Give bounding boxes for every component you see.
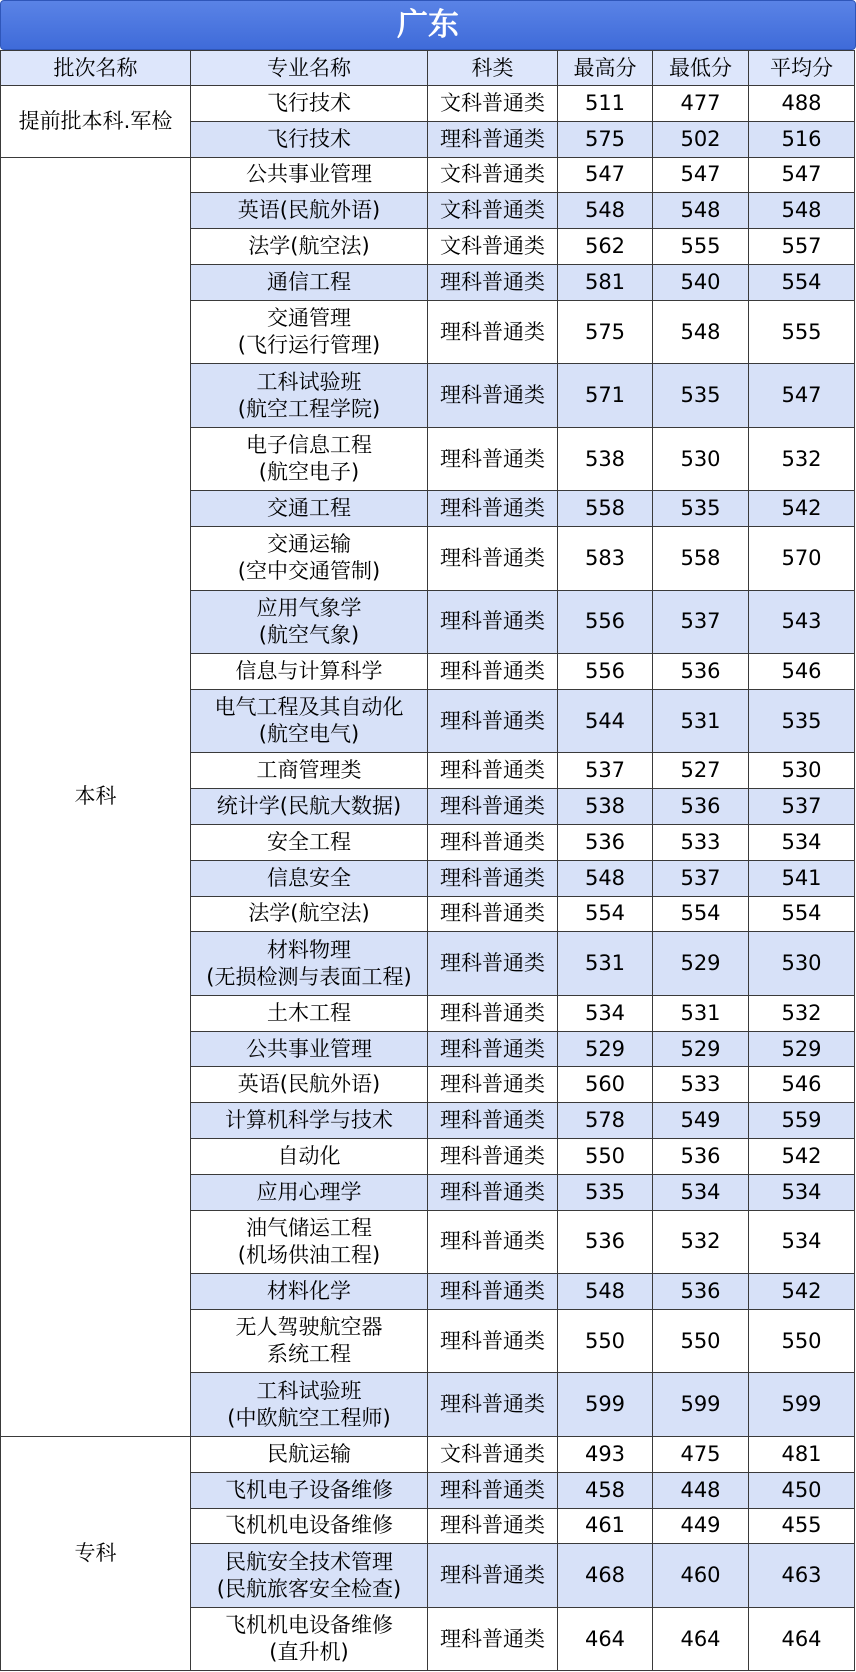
category-cell: 文科普通类 xyxy=(428,157,558,193)
category-cell: 理科普通类 xyxy=(428,590,558,654)
min-score-cell: 527 xyxy=(653,753,749,789)
major-cell xyxy=(191,364,428,428)
max-score-cell: 575 xyxy=(558,121,653,157)
major-name-line: 应用心理学 xyxy=(256,1179,362,1204)
score-table xyxy=(0,50,855,1671)
category-cell: 理科普通类 xyxy=(428,654,558,690)
major-name-line: 电子信息工程 xyxy=(246,433,372,458)
avg-score-cell: 481 xyxy=(749,1436,855,1472)
category-cell: 理科普通类 xyxy=(428,1508,558,1544)
header-avg-score: 平均分 xyxy=(749,51,855,86)
min-score-cell: 533 xyxy=(653,824,749,860)
avg-score-cell: 530 xyxy=(749,932,855,996)
major-name-line: 材料化学 xyxy=(267,1279,351,1304)
major-cell xyxy=(191,995,428,1031)
major-name-line: 民航安全技术管理 xyxy=(225,1549,393,1574)
min-score-cell: 502 xyxy=(653,121,749,157)
major-cell xyxy=(191,1139,428,1175)
major-cell xyxy=(191,1607,428,1671)
min-score-cell: 448 xyxy=(653,1472,749,1508)
avg-score-cell: 534 xyxy=(749,1174,855,1210)
major-cell xyxy=(191,527,428,591)
category-cell: 理科普通类 xyxy=(428,364,558,428)
header-max-score: 最高分 xyxy=(558,51,653,86)
major-name-line: 飞机电子设备维修 xyxy=(225,1477,393,1502)
min-score-cell: 529 xyxy=(653,1031,749,1067)
major-name-line: 公共事业管理 xyxy=(246,162,372,187)
avg-score-cell: 570 xyxy=(749,527,855,591)
major-name-line: 民航运输 xyxy=(267,1441,351,1466)
min-score-cell: 540 xyxy=(653,264,749,300)
avg-score-cell: 532 xyxy=(749,427,855,491)
category-cell: 理科普通类 xyxy=(428,1174,558,1210)
max-score-cell: 461 xyxy=(558,1508,653,1544)
major-name-line: 安全工程 xyxy=(267,829,351,854)
min-score-cell: 549 xyxy=(653,1103,749,1139)
category-cell: 理科普通类 xyxy=(428,824,558,860)
max-score-cell: 548 xyxy=(558,860,653,896)
major-name-line: 计算机科学与技术 xyxy=(225,1108,393,1133)
category-cell: 理科普通类 xyxy=(428,1139,558,1175)
min-score-cell: 547 xyxy=(653,157,749,193)
major-name-line: 交通运输 xyxy=(267,532,351,557)
major-cell xyxy=(191,193,428,229)
major-cell xyxy=(191,1031,428,1067)
min-score-cell: 537 xyxy=(653,860,749,896)
max-score-cell: 537 xyxy=(558,753,653,789)
major-name-line: (空中交通管制) xyxy=(237,559,381,584)
category-cell: 理科普通类 xyxy=(428,491,558,527)
major-name-line: 飞行技术 xyxy=(267,90,351,115)
min-score-cell: 554 xyxy=(653,896,749,932)
major-name-line: 法学(航空法) xyxy=(248,234,370,259)
major-name-line: (航空工程学院) xyxy=(237,396,381,421)
min-score-cell: 460 xyxy=(653,1544,749,1608)
major-cell xyxy=(191,121,428,157)
min-score-cell: 532 xyxy=(653,1210,749,1274)
major-name-line: 材料物理 xyxy=(267,937,351,962)
min-score-cell: 535 xyxy=(653,364,749,428)
major-name-line: 交通工程 xyxy=(267,496,351,521)
category-cell: 理科普通类 xyxy=(428,1373,558,1437)
max-score-cell: 535 xyxy=(558,1174,653,1210)
min-score-cell: 548 xyxy=(653,193,749,229)
avg-score-cell: 559 xyxy=(749,1103,855,1139)
category-cell: 理科普通类 xyxy=(428,1472,558,1508)
max-score-cell: 536 xyxy=(558,824,653,860)
max-score-cell: 468 xyxy=(558,1544,653,1608)
max-score-cell: 511 xyxy=(558,86,653,122)
avg-score-cell: 542 xyxy=(749,1274,855,1310)
major-cell xyxy=(191,1103,428,1139)
major-name-line: 统计学(民航大数据) xyxy=(216,794,402,819)
major-name-line: (民航旅客安全检查) xyxy=(216,1576,402,1601)
major-name-line: 飞机机电设备维修 xyxy=(225,1613,393,1638)
avg-score-cell: 547 xyxy=(749,157,855,193)
min-score-cell: 529 xyxy=(653,932,749,996)
major-name-line: 信息安全 xyxy=(267,865,351,890)
max-score-cell: 571 xyxy=(558,364,653,428)
min-score-cell: 558 xyxy=(653,527,749,591)
max-score-cell: 556 xyxy=(558,654,653,690)
min-score-cell: 599 xyxy=(653,1373,749,1437)
avg-score-cell: 542 xyxy=(749,1139,855,1175)
category-cell: 理科普通类 xyxy=(428,1274,558,1310)
min-score-cell: 534 xyxy=(653,1174,749,1210)
header-min-score: 最低分 xyxy=(653,51,749,86)
major-cell xyxy=(191,789,428,825)
major-cell xyxy=(191,491,428,527)
avg-score-cell: 534 xyxy=(749,1210,855,1274)
table-row xyxy=(1,157,855,193)
min-score-cell: 464 xyxy=(653,1607,749,1671)
avg-score-cell: 555 xyxy=(749,300,855,364)
category-cell: 文科普通类 xyxy=(428,193,558,229)
max-score-cell: 536 xyxy=(558,1210,653,1274)
max-score-cell: 558 xyxy=(558,491,653,527)
major-name-line: 工科试验班 xyxy=(256,369,362,394)
avg-score-cell: 542 xyxy=(749,491,855,527)
category-cell: 理科普通类 xyxy=(428,1544,558,1608)
min-score-cell: 536 xyxy=(653,1274,749,1310)
avg-score-cell: 543 xyxy=(749,590,855,654)
max-score-cell: 493 xyxy=(558,1436,653,1472)
major-name-line: 土木工程 xyxy=(267,1000,351,1025)
category-cell: 理科普通类 xyxy=(428,300,558,364)
avg-score-cell: 534 xyxy=(749,824,855,860)
major-name-line: 交通管理 xyxy=(267,306,351,331)
major-cell xyxy=(191,860,428,896)
major-cell xyxy=(191,824,428,860)
max-score-cell: 544 xyxy=(558,689,653,753)
avg-score-cell: 455 xyxy=(749,1508,855,1544)
category-cell: 理科普通类 xyxy=(428,1210,558,1274)
avg-score-cell: 537 xyxy=(749,789,855,825)
avg-score-cell: 488 xyxy=(749,86,855,122)
max-score-cell: 458 xyxy=(558,1472,653,1508)
major-name-line: (飞行运行管理) xyxy=(237,333,381,358)
major-cell xyxy=(191,932,428,996)
min-score-cell: 477 xyxy=(653,86,749,122)
avg-score-cell: 541 xyxy=(749,860,855,896)
major-name-line: 公共事业管理 xyxy=(246,1036,372,1061)
header-category: 科类 xyxy=(428,51,558,86)
min-score-cell: 536 xyxy=(653,789,749,825)
category-cell: 文科普通类 xyxy=(428,86,558,122)
min-score-cell: 548 xyxy=(653,300,749,364)
max-score-cell: 581 xyxy=(558,264,653,300)
major-name-line: 自动化 xyxy=(277,1143,341,1168)
major-name-line: 法学(航空法) xyxy=(248,901,370,926)
avg-score-cell: 532 xyxy=(749,995,855,1031)
major-cell xyxy=(191,1508,428,1544)
avg-score-cell: 546 xyxy=(749,1067,855,1103)
major-cell xyxy=(191,229,428,265)
batch-cell: 本科 xyxy=(1,157,191,1436)
category-cell: 理科普通类 xyxy=(428,1067,558,1103)
table-row xyxy=(1,86,855,122)
batch-cell: 专科 xyxy=(1,1436,191,1670)
category-cell: 理科普通类 xyxy=(428,753,558,789)
major-name-line: (中欧航空工程师) xyxy=(227,1405,391,1430)
avg-score-cell: 554 xyxy=(749,896,855,932)
max-score-cell: 534 xyxy=(558,995,653,1031)
avg-score-cell: 557 xyxy=(749,229,855,265)
avg-score-cell: 535 xyxy=(749,689,855,753)
major-cell xyxy=(191,689,428,753)
max-score-cell: 556 xyxy=(558,590,653,654)
max-score-cell: 560 xyxy=(558,1067,653,1103)
major-cell xyxy=(191,1436,428,1472)
major-cell xyxy=(191,1174,428,1210)
max-score-cell: 538 xyxy=(558,789,653,825)
batch-cell: 提前批本科.军检 xyxy=(1,86,191,158)
header-major: 专业名称 xyxy=(191,51,428,86)
min-score-cell: 531 xyxy=(653,995,749,1031)
major-cell xyxy=(191,896,428,932)
major-cell xyxy=(191,264,428,300)
max-score-cell: 531 xyxy=(558,932,653,996)
major-name-line: 通信工程 xyxy=(267,269,351,294)
major-name-line: 电气工程及其自动化 xyxy=(214,695,404,720)
major-name-line: 应用气象学 xyxy=(256,595,362,620)
category-cell: 理科普通类 xyxy=(428,995,558,1031)
major-name-line: 飞行技术 xyxy=(267,126,351,151)
major-cell xyxy=(191,157,428,193)
avg-score-cell: 554 xyxy=(749,264,855,300)
min-score-cell: 555 xyxy=(653,229,749,265)
max-score-cell: 583 xyxy=(558,527,653,591)
avg-score-cell: 464 xyxy=(749,1607,855,1671)
max-score-cell: 599 xyxy=(558,1373,653,1437)
max-score-cell: 547 xyxy=(558,157,653,193)
major-cell xyxy=(191,1309,428,1373)
min-score-cell: 475 xyxy=(653,1436,749,1472)
min-score-cell: 449 xyxy=(653,1508,749,1544)
min-score-cell: 536 xyxy=(653,654,749,690)
category-cell: 理科普通类 xyxy=(428,1607,558,1671)
category-cell: 文科普通类 xyxy=(428,229,558,265)
table-header-row xyxy=(1,51,855,86)
major-cell xyxy=(191,753,428,789)
min-score-cell: 537 xyxy=(653,590,749,654)
category-cell: 理科普通类 xyxy=(428,427,558,491)
category-cell: 理科普通类 xyxy=(428,1103,558,1139)
page-title: 广东 xyxy=(0,0,856,50)
major-name-line: (直升机) xyxy=(269,1640,349,1665)
major-name-line: (机场供油工程) xyxy=(237,1242,381,1267)
major-cell xyxy=(191,1472,428,1508)
major-name-line: 系统工程 xyxy=(267,1342,351,1367)
min-score-cell: 530 xyxy=(653,427,749,491)
avg-score-cell: 548 xyxy=(749,193,855,229)
major-name-line: 英语(民航外语) xyxy=(237,1072,381,1097)
avg-score-cell: 463 xyxy=(749,1544,855,1608)
category-cell: 理科普通类 xyxy=(428,689,558,753)
major-cell xyxy=(191,427,428,491)
major-name-line: 无人驾驶航空器 xyxy=(235,1315,383,1340)
category-cell: 理科普通类 xyxy=(428,896,558,932)
major-name-line: 工科试验班 xyxy=(256,1378,362,1403)
max-score-cell: 550 xyxy=(558,1139,653,1175)
category-cell: 理科普通类 xyxy=(428,932,558,996)
category-cell: 文科普通类 xyxy=(428,1436,558,1472)
category-cell: 理科普通类 xyxy=(428,1031,558,1067)
max-score-cell: 548 xyxy=(558,193,653,229)
min-score-cell: 531 xyxy=(653,689,749,753)
min-score-cell: 535 xyxy=(653,491,749,527)
min-score-cell: 536 xyxy=(653,1139,749,1175)
max-score-cell: 578 xyxy=(558,1103,653,1139)
major-cell xyxy=(191,1373,428,1437)
major-name-line: 信息与计算科学 xyxy=(235,658,383,683)
max-score-cell: 529 xyxy=(558,1031,653,1067)
category-cell: 理科普通类 xyxy=(428,789,558,825)
major-cell xyxy=(191,1274,428,1310)
major-cell xyxy=(191,300,428,364)
category-cell: 理科普通类 xyxy=(428,527,558,591)
header-batch: 批次名称 xyxy=(1,51,191,86)
major-name-line: 工商管理类 xyxy=(256,758,362,783)
major-cell xyxy=(191,1544,428,1608)
category-cell: 理科普通类 xyxy=(428,264,558,300)
major-name-line: (航空电子) xyxy=(258,460,360,485)
min-score-cell: 550 xyxy=(653,1309,749,1373)
category-cell: 理科普通类 xyxy=(428,121,558,157)
avg-score-cell: 530 xyxy=(749,753,855,789)
avg-score-cell: 529 xyxy=(749,1031,855,1067)
avg-score-cell: 550 xyxy=(749,1309,855,1373)
major-name-line: (航空气象) xyxy=(258,622,360,647)
major-cell xyxy=(191,590,428,654)
score-table-body xyxy=(1,51,855,1671)
major-cell xyxy=(191,86,428,122)
max-score-cell: 575 xyxy=(558,300,653,364)
avg-score-cell: 599 xyxy=(749,1373,855,1437)
major-cell xyxy=(191,1210,428,1274)
table-row xyxy=(1,1436,855,1472)
max-score-cell: 554 xyxy=(558,896,653,932)
avg-score-cell: 450 xyxy=(749,1472,855,1508)
max-score-cell: 562 xyxy=(558,229,653,265)
major-cell xyxy=(191,654,428,690)
major-name-line: 飞机机电设备维修 xyxy=(225,1513,393,1538)
max-score-cell: 464 xyxy=(558,1607,653,1671)
max-score-cell: 550 xyxy=(558,1309,653,1373)
category-cell: 理科普通类 xyxy=(428,1309,558,1373)
category-cell: 理科普通类 xyxy=(428,860,558,896)
avg-score-cell: 546 xyxy=(749,654,855,690)
major-name-line: (航空电气) xyxy=(258,722,360,747)
max-score-cell: 538 xyxy=(558,427,653,491)
max-score-cell: 548 xyxy=(558,1274,653,1310)
avg-score-cell: 516 xyxy=(749,121,855,157)
major-name-line: 英语(民航外语) xyxy=(237,198,381,223)
major-name-line: 油气储运工程 xyxy=(246,1215,372,1240)
min-score-cell: 533 xyxy=(653,1067,749,1103)
major-name-line: (无损检测与表面工程) xyxy=(206,964,412,989)
major-cell xyxy=(191,1067,428,1103)
avg-score-cell: 547 xyxy=(749,364,855,428)
